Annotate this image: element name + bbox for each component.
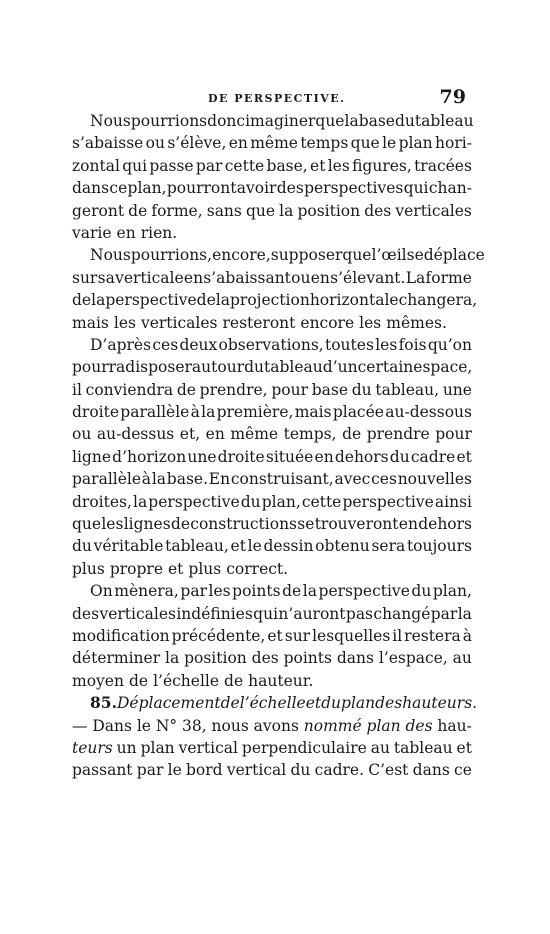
word: supposer — [270, 246, 343, 265]
word: en — [398, 515, 418, 534]
word: le — [136, 716, 151, 735]
word: sera — [371, 537, 406, 556]
word: des — [364, 201, 392, 220]
word: par — [195, 156, 223, 175]
text-line — [72, 647, 472, 669]
word: et, — [179, 425, 201, 444]
word: en — [228, 134, 248, 153]
word: certain — [357, 358, 414, 377]
word: avons — [253, 716, 299, 735]
word: moyen — [72, 671, 124, 690]
word: obtenu — [315, 537, 370, 556]
text-line — [72, 737, 472, 759]
text-line — [72, 625, 472, 647]
word: changé — [373, 604, 431, 623]
word: nouvelles — [397, 470, 472, 489]
text-line — [72, 222, 472, 244]
word: les — [101, 515, 124, 534]
word: ce — [109, 179, 128, 198]
word: située — [265, 447, 314, 466]
word: sans — [206, 201, 242, 220]
word: tracées — [414, 156, 472, 175]
word: rien. — [140, 223, 178, 242]
word: au-dessus — [96, 425, 175, 444]
word: base. — [166, 470, 208, 489]
word: sur — [284, 626, 311, 645]
word: du — [290, 761, 311, 780]
word: l’œil — [371, 246, 407, 265]
word: — — [72, 716, 88, 735]
word: changera, — [398, 291, 478, 310]
word: dessin — [263, 537, 314, 556]
word: tableau, — [165, 537, 229, 556]
word: les — [359, 313, 382, 332]
word: parallèle — [120, 403, 190, 422]
word: hau- — [437, 716, 472, 735]
word: ou — [72, 425, 92, 444]
word: du — [394, 112, 415, 130]
word: précédente, — [171, 626, 266, 645]
word: que — [342, 246, 372, 265]
word: se — [406, 246, 424, 265]
word: dans — [412, 761, 450, 780]
word: mais — [72, 313, 109, 332]
word: la — [91, 291, 106, 310]
text-line — [72, 423, 472, 445]
word: qui — [253, 604, 279, 623]
word: cadre. — [314, 761, 365, 780]
word: prendre, — [199, 380, 268, 399]
text-line — [72, 312, 472, 334]
word: l’espace, — [378, 649, 448, 668]
word: du — [321, 694, 342, 713]
text-line — [72, 200, 472, 222]
text-line — [72, 670, 472, 692]
word: N° — [155, 716, 178, 735]
page-number: 79 — [439, 86, 466, 108]
word: dans — [72, 179, 110, 198]
word: toutes — [325, 335, 374, 354]
word: et — [230, 537, 246, 556]
word: du — [244, 358, 265, 377]
word: 85. — [90, 693, 117, 713]
word: construisant, — [230, 470, 334, 489]
word: encore, — [212, 246, 271, 265]
word: parallèle — [72, 470, 142, 489]
word: de — [176, 380, 196, 399]
text-line — [72, 244, 485, 266]
word: la — [302, 582, 317, 601]
word: avec — [334, 470, 371, 489]
word: cadre — [410, 447, 456, 466]
word: position — [184, 649, 247, 668]
word: la — [344, 112, 359, 130]
word: à — [141, 470, 152, 489]
text-line — [72, 267, 472, 289]
word: correct. — [226, 559, 289, 578]
word: par — [180, 582, 207, 601]
word: se — [297, 515, 315, 534]
word: mais — [294, 403, 332, 422]
word: imaginer — [245, 112, 316, 130]
word: par — [136, 761, 164, 780]
word: observations, — [218, 335, 324, 354]
word: et — [456, 447, 472, 466]
word: pas — [345, 604, 374, 623]
word: base — [358, 112, 395, 130]
word: sur — [72, 268, 98, 287]
word: projection — [229, 291, 310, 310]
word: n’auront — [278, 604, 346, 623]
word: et — [168, 559, 184, 578]
word: de — [170, 515, 191, 534]
word: position — [297, 201, 361, 220]
word: disposer — [125, 358, 192, 377]
word: des — [72, 604, 100, 623]
book-page — [72, 84, 485, 782]
word: le — [382, 134, 397, 153]
text-line — [72, 759, 472, 781]
word: déplace — [423, 246, 485, 265]
word: horizontale — [309, 291, 399, 310]
text-line — [72, 468, 472, 490]
word: les — [208, 582, 231, 601]
word: geront — [72, 201, 125, 220]
word: que — [350, 134, 380, 153]
word: verticales — [99, 604, 176, 623]
word: du — [351, 380, 372, 399]
word: verticale — [115, 268, 184, 287]
word: C’est — [368, 761, 409, 780]
word: Déplacement — [116, 694, 221, 713]
word: droite — [72, 403, 120, 422]
word: du — [240, 492, 261, 511]
text-line — [72, 692, 478, 714]
word: les — [113, 313, 136, 332]
text-line — [72, 535, 472, 557]
word: perpendiculaire — [241, 738, 367, 757]
word: On — [90, 582, 113, 601]
word: verticales — [395, 201, 472, 220]
word: en — [310, 268, 330, 287]
word: par — [430, 604, 458, 623]
word: autour — [191, 358, 245, 377]
word: Nous — [90, 112, 131, 130]
word: hauteurs. — [402, 694, 478, 713]
word: figures, — [352, 156, 412, 175]
word: plus — [72, 559, 105, 578]
word: qui — [122, 156, 148, 175]
word: première, — [216, 403, 294, 422]
word: ce — [454, 761, 472, 780]
word: Dans — [92, 716, 132, 735]
word: nommé — [303, 716, 362, 735]
text-line — [72, 177, 472, 199]
word: véritable — [93, 537, 164, 556]
word: et — [310, 156, 326, 175]
text-line — [72, 289, 478, 311]
word: toujours — [406, 537, 472, 556]
word: qui — [403, 179, 429, 198]
word: indéfinies — [176, 604, 253, 623]
word: que — [315, 112, 345, 130]
word: du — [411, 582, 432, 601]
word: points — [232, 582, 281, 601]
text-line — [72, 491, 472, 513]
word: tableau — [264, 358, 323, 377]
word: s’élève, — [167, 134, 227, 153]
word: un — [116, 738, 137, 757]
word: temps, — [283, 425, 337, 444]
word: au — [370, 738, 390, 757]
text-line — [72, 580, 472, 602]
word: passant — [72, 761, 133, 780]
word: de — [128, 671, 149, 690]
word: que — [245, 201, 276, 220]
word: encore — [300, 313, 355, 332]
word: En — [208, 470, 231, 489]
word: pourra — [72, 358, 126, 377]
word: modification — [72, 626, 170, 645]
word: et — [267, 626, 283, 645]
word: forme, — [151, 201, 203, 220]
word: cette — [224, 156, 265, 175]
word: constructions — [190, 515, 298, 534]
text-line — [72, 110, 472, 132]
word: d’un — [322, 358, 358, 377]
text-line — [72, 446, 472, 468]
word: vertical — [226, 761, 287, 780]
word: pourront — [166, 179, 237, 198]
word: nous — [211, 716, 249, 735]
word: plan — [140, 738, 175, 757]
word: ces — [152, 335, 179, 354]
word: teurs — [72, 738, 113, 757]
word: des — [276, 179, 304, 198]
word: varie — [72, 223, 112, 242]
text-line — [72, 401, 472, 423]
word: en — [116, 223, 136, 242]
word: à — [462, 626, 472, 645]
word: plan — [341, 694, 376, 713]
word: la — [215, 291, 230, 310]
word: verticales — [140, 313, 218, 332]
word: ligne — [72, 447, 111, 466]
word: les — [327, 156, 350, 175]
word: même — [230, 425, 279, 444]
text-line — [72, 513, 472, 535]
word: pour — [271, 380, 308, 399]
word: tableau, — [375, 380, 440, 399]
word: et — [456, 738, 472, 757]
word: zontal — [72, 156, 120, 175]
text-line — [72, 334, 472, 356]
word: ainsi — [434, 492, 472, 511]
word: conviendra — [85, 380, 174, 399]
word: tableau — [414, 112, 474, 130]
word: en — [205, 425, 225, 444]
word: propre — [109, 559, 163, 578]
text-line — [72, 603, 472, 625]
text-line — [72, 155, 472, 177]
word: la — [151, 470, 167, 489]
word: qu’on — [427, 335, 472, 354]
word: du — [72, 537, 92, 556]
word: plan, — [261, 492, 301, 511]
word: de — [220, 694, 240, 713]
word: chan- — [428, 179, 472, 198]
word: fois — [398, 335, 427, 354]
word: la — [165, 649, 180, 668]
word: perspective — [318, 582, 410, 601]
word: espace, — [413, 358, 473, 377]
page-header — [72, 84, 472, 110]
word: mêmes. — [386, 313, 447, 332]
word: de — [224, 671, 244, 690]
word: sa — [97, 268, 115, 287]
word: s’élevant. — [330, 268, 406, 287]
word: plan — [366, 716, 401, 735]
word: de — [196, 291, 216, 310]
body-text — [72, 110, 485, 782]
word: du — [389, 447, 410, 466]
word: restera — [404, 626, 461, 645]
word: forme — [425, 268, 472, 287]
word: la — [279, 201, 294, 220]
word: que — [72, 515, 102, 534]
word: dehors — [418, 515, 472, 534]
word: il — [72, 380, 82, 399]
word: l’échelle — [239, 694, 306, 713]
word: base, — [266, 156, 308, 175]
word: bord — [186, 761, 223, 780]
word: La — [405, 268, 426, 287]
word: le — [167, 761, 182, 780]
word: placée — [332, 403, 384, 422]
word: deux — [179, 335, 218, 354]
word: à — [190, 403, 200, 422]
word: droites, — [72, 492, 132, 511]
word: des — [251, 649, 279, 668]
word: passe — [149, 156, 194, 175]
word: lignes — [123, 515, 171, 534]
word: droite — [217, 447, 265, 466]
word: temps — [300, 134, 349, 153]
word: D’après — [90, 335, 152, 354]
word: avoir — [236, 179, 277, 198]
word: et — [305, 694, 322, 713]
word: les — [375, 335, 398, 354]
word: hori- — [435, 134, 472, 153]
word: pour — [435, 425, 472, 444]
word: s’abaisse — [72, 134, 144, 153]
word: prendre — [366, 425, 430, 444]
word: dehors — [334, 447, 389, 466]
word: de — [342, 425, 362, 444]
word: le — [247, 537, 262, 556]
word: en — [314, 447, 334, 466]
word: même — [250, 134, 298, 153]
word: au-dessous — [385, 403, 472, 422]
word: ou — [291, 268, 311, 287]
word: de — [282, 582, 302, 601]
word: en — [183, 268, 204, 287]
word: Nous — [90, 246, 131, 265]
word: s’abaissant — [203, 268, 291, 287]
word: resteront — [222, 313, 296, 332]
text-line — [72, 558, 472, 580]
word: il — [392, 626, 403, 645]
word: ou — [145, 134, 165, 153]
word: des — [375, 694, 403, 713]
word: mènera, — [114, 582, 179, 601]
word: plan, — [127, 179, 167, 198]
word: la — [133, 492, 148, 511]
text-line — [72, 356, 472, 378]
word: une — [442, 380, 472, 399]
word: cette — [301, 492, 342, 511]
word: vertical — [178, 738, 238, 757]
word: hauteur. — [248, 671, 314, 690]
word: dans — [336, 649, 374, 668]
word: perspective — [342, 492, 434, 511]
word: points — [283, 649, 332, 668]
text-line — [72, 132, 472, 154]
word: lesquelles — [312, 626, 391, 645]
word: de — [128, 201, 148, 220]
word: plan — [398, 134, 433, 153]
word: pourrions — [130, 112, 208, 130]
word: ces — [371, 470, 397, 489]
word: déterminer — [72, 649, 161, 668]
word: plan, — [432, 582, 472, 601]
text-line — [72, 715, 472, 737]
running-title: DE PERSPECTIVE. — [208, 92, 346, 105]
word: tableau — [393, 738, 453, 757]
word: une — [187, 447, 217, 466]
word: base — [311, 380, 349, 399]
word: pourrions, — [130, 246, 213, 265]
word: donc — [207, 112, 246, 130]
word: d’horizon — [112, 447, 187, 466]
word: de — [72, 291, 92, 310]
word: la — [457, 604, 472, 623]
word: perspectives — [304, 179, 404, 198]
word: perspective — [148, 492, 240, 511]
text-line — [72, 379, 472, 401]
word: des — [405, 716, 433, 735]
word: au — [452, 649, 472, 668]
word: trouveront — [314, 515, 399, 534]
word: plus — [188, 559, 222, 578]
word: 38, — [182, 716, 207, 735]
word: perspective — [105, 291, 197, 310]
word: la — [201, 403, 216, 422]
word: l’échelle — [153, 671, 220, 690]
